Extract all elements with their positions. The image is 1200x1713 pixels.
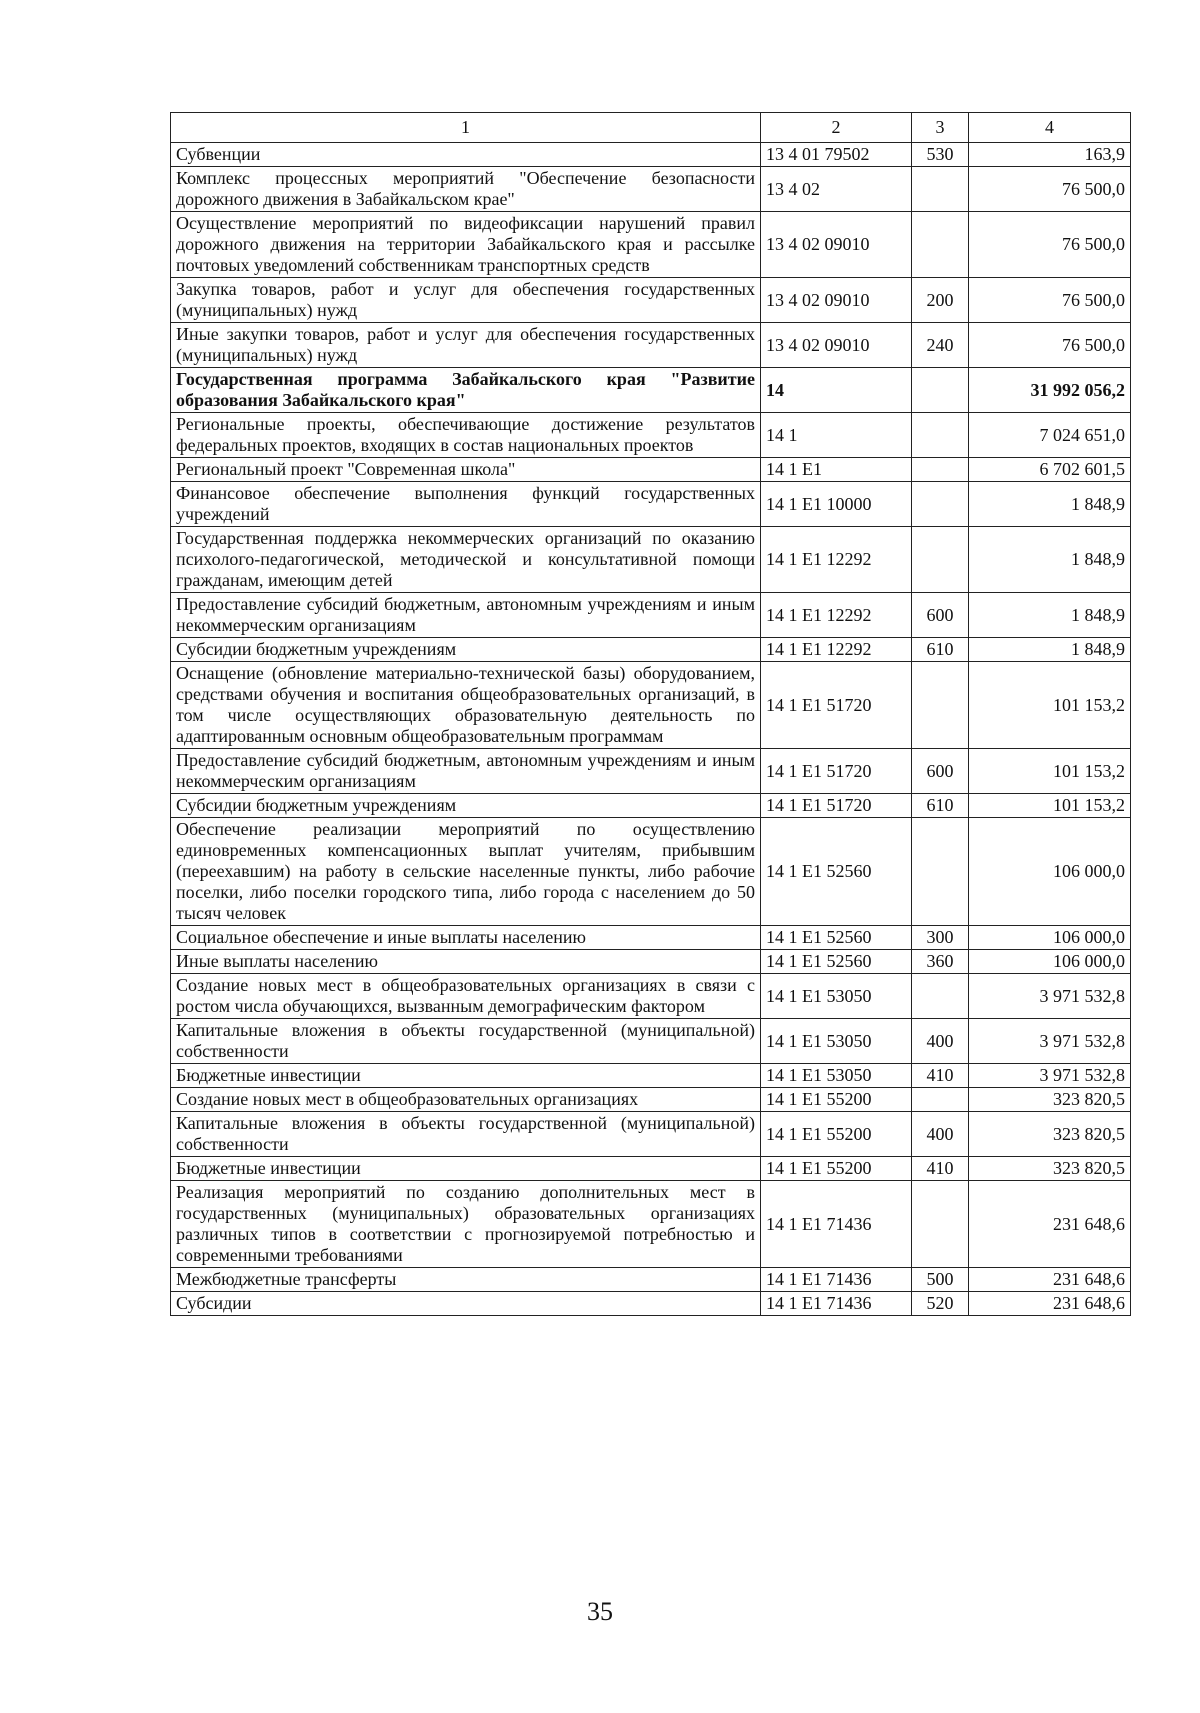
table-row [171, 593, 1131, 638]
table-row [171, 749, 1131, 794]
table-row [171, 368, 1131, 413]
row-amount: 231 648,6 [969, 1292, 1131, 1316]
row-amount: 231 648,6 [969, 1268, 1131, 1292]
table-row [171, 167, 1131, 212]
table-header-row [171, 113, 1131, 143]
table-row [171, 458, 1131, 482]
row-type: 300 [912, 926, 969, 950]
budget-table [170, 112, 1131, 1316]
table-row [171, 1181, 1131, 1268]
row-code: 14 1 E1 53050 [761, 1019, 912, 1064]
row-name: Региональный проект "Современная школа" [171, 458, 761, 482]
row-name: Иные выплаты населению [171, 950, 761, 974]
row-name: Субсидии [171, 1292, 761, 1316]
row-name: Субсидии бюджетным учреждениям [171, 638, 761, 662]
row-type: 600 [912, 593, 969, 638]
row-type: 520 [912, 1292, 969, 1316]
row-type [912, 662, 969, 749]
row-name: Финансовое обеспечение выполнения функций государственных учреждений [171, 482, 761, 527]
row-amount: 1 848,9 [969, 482, 1131, 527]
page-number: 35 [587, 1597, 613, 1626]
row-code: 14 1 E1 71436 [761, 1268, 912, 1292]
table-row [171, 1268, 1131, 1292]
row-code: 14 1 [761, 413, 912, 458]
row-type [912, 1181, 969, 1268]
row-amount: 1 848,9 [969, 527, 1131, 593]
row-name: Региональные проекты, обеспечивающие достижение результатов федеральных проектов, входящих в состав национальных проектов [171, 413, 761, 458]
row-name: Комплекс процессных мероприятий "Обеспечение безопасности дорожного движения в Забайкальском крае" [171, 167, 761, 212]
row-type: 200 [912, 278, 969, 323]
row-type [912, 167, 969, 212]
row-amount: 101 153,2 [969, 794, 1131, 818]
table-row [171, 1088, 1131, 1112]
row-type [912, 527, 969, 593]
table-row [171, 818, 1131, 926]
row-code: 14 1 E1 [761, 458, 912, 482]
row-code: 14 1 E1 51720 [761, 749, 912, 794]
column-header-1: 1 [171, 113, 761, 143]
row-amount: 76 500,0 [969, 323, 1131, 368]
row-name: Иные закупки товаров, работ и услуг для обеспечения государственных (муниципальных) нужд [171, 323, 761, 368]
row-type [912, 458, 969, 482]
row-amount: 76 500,0 [969, 167, 1131, 212]
row-amount: 101 153,2 [969, 662, 1131, 749]
row-code: 14 1 E1 12292 [761, 593, 912, 638]
table-row [171, 278, 1131, 323]
row-code: 14 1 E1 52560 [761, 926, 912, 950]
row-type [912, 818, 969, 926]
row-amount: 101 153,2 [969, 749, 1131, 794]
row-code: 14 1 E1 51720 [761, 794, 912, 818]
row-amount: 6 702 601,5 [969, 458, 1131, 482]
table-row [171, 1064, 1131, 1088]
table-body [171, 143, 1131, 1316]
table-row [171, 212, 1131, 278]
row-name: Осуществление мероприятий по видеофиксации нарушений правил дорожного движения на территории Забайкальского края и рассылке почтовых уведомлений собственникам транспортных средств [171, 212, 761, 278]
column-header-4: 4 [969, 113, 1131, 143]
row-code: 14 1 E1 55200 [761, 1112, 912, 1157]
row-type: 610 [912, 638, 969, 662]
row-name: Предоставление субсидий бюджетным, автономным учреждениям и иным некоммерческим организациям [171, 749, 761, 794]
row-amount: 7 024 651,0 [969, 413, 1131, 458]
row-type: 360 [912, 950, 969, 974]
row-type [912, 413, 969, 458]
row-amount: 106 000,0 [969, 950, 1131, 974]
row-code: 14 1 E1 52560 [761, 950, 912, 974]
row-code: 14 1 E1 55200 [761, 1157, 912, 1181]
row-name: Субвенции [171, 143, 761, 167]
row-code: 14 1 E1 53050 [761, 974, 912, 1019]
column-header-3: 3 [912, 113, 969, 143]
table-row [171, 482, 1131, 527]
row-type: 610 [912, 794, 969, 818]
table-row [171, 926, 1131, 950]
row-amount: 76 500,0 [969, 212, 1131, 278]
table-row [171, 1019, 1131, 1064]
row-amount: 106 000,0 [969, 926, 1131, 950]
row-type [912, 212, 969, 278]
row-name: Создание новых мест в общеобразовательных организациях [171, 1088, 761, 1112]
row-code: 14 1 E1 53050 [761, 1064, 912, 1088]
row-type [912, 368, 969, 413]
row-name: Реализация мероприятий по созданию дополнительных мест в государственных (муниципальных) образовательных организациях различных типов в соответствии с прогнозируемой потребностью и современными требованиями [171, 1181, 761, 1268]
row-code: 14 [761, 368, 912, 413]
row-amount: 3 971 532,8 [969, 1019, 1131, 1064]
row-type [912, 482, 969, 527]
row-name: Государственная поддержка некоммерческих организаций по оказанию психолого-педагогической, методической и консультативной помощи гражданам, имеющим детей [171, 527, 761, 593]
row-code: 14 1 E1 51720 [761, 662, 912, 749]
row-amount: 323 820,5 [969, 1157, 1131, 1181]
row-type: 410 [912, 1157, 969, 1181]
row-amount: 163,9 [969, 143, 1131, 167]
table-row [171, 1157, 1131, 1181]
row-amount: 76 500,0 [969, 278, 1131, 323]
table-row [171, 143, 1131, 167]
table-row [171, 323, 1131, 368]
row-name: Бюджетные инвестиции [171, 1064, 761, 1088]
row-amount: 31 992 056,2 [969, 368, 1131, 413]
row-amount: 106 000,0 [969, 818, 1131, 926]
table-row [171, 950, 1131, 974]
row-name: Капитальные вложения в объекты государственной (муниципальной) собственности [171, 1112, 761, 1157]
row-name: Государственная программа Забайкальского края "Развитие образования Забайкальского края" [171, 368, 761, 413]
row-name: Оснащение (обновление материально-технической базы) оборудованием, средствами обучения и воспитания общеобразовательных организаций, в том числе осуществляющих образовательную деятельность по адаптированным основным общеобразовательным программам [171, 662, 761, 749]
row-type: 500 [912, 1268, 969, 1292]
row-amount: 323 820,5 [969, 1112, 1131, 1157]
row-type [912, 974, 969, 1019]
table-row [171, 1112, 1131, 1157]
row-code: 13 4 02 09010 [761, 323, 912, 368]
row-amount: 3 971 532,8 [969, 1064, 1131, 1088]
row-code: 14 1 E1 55200 [761, 1088, 912, 1112]
row-code: 14 1 E1 71436 [761, 1292, 912, 1316]
row-code: 13 4 02 09010 [761, 212, 912, 278]
row-code: 13 4 02 09010 [761, 278, 912, 323]
row-amount: 3 971 532,8 [969, 974, 1131, 1019]
column-header-2: 2 [761, 113, 912, 143]
row-name: Социальное обеспечение и иные выплаты населению [171, 926, 761, 950]
row-type: 240 [912, 323, 969, 368]
table-row [171, 794, 1131, 818]
row-type [912, 1088, 969, 1112]
row-type: 410 [912, 1064, 969, 1088]
row-code: 14 1 E1 12292 [761, 638, 912, 662]
row-code: 13 4 01 79502 [761, 143, 912, 167]
row-name: Капитальные вложения в объекты государственной (муниципальной) собственности [171, 1019, 761, 1064]
table-row [171, 662, 1131, 749]
row-name: Субсидии бюджетным учреждениям [171, 794, 761, 818]
row-type: 600 [912, 749, 969, 794]
row-name: Обеспечение реализации мероприятий по осуществлению единовременных компенсационных выплат учителям, прибывшим (переехавшим) на работу в сельские населенные пункты, либо рабочие поселки, либо поселки городского типа, либо города с населением до 50 тысяч человек [171, 818, 761, 926]
row-name: Предоставление субсидий бюджетным, автономным учреждениям и иным некоммерческим организациям [171, 593, 761, 638]
row-amount: 323 820,5 [969, 1088, 1131, 1112]
row-name: Бюджетные инвестиции [171, 1157, 761, 1181]
row-type: 400 [912, 1019, 969, 1064]
table-row [171, 413, 1131, 458]
row-name: Межбюджетные трансферты [171, 1268, 761, 1292]
row-code: 14 1 E1 10000 [761, 482, 912, 527]
table-row [171, 974, 1131, 1019]
row-type: 530 [912, 143, 969, 167]
row-name: Создание новых мест в общеобразовательных организациях в связи с ростом числа обучающихся, вызванным демографическим фактором [171, 974, 761, 1019]
row-type: 400 [912, 1112, 969, 1157]
table-row [171, 638, 1131, 662]
row-amount: 231 648,6 [969, 1181, 1131, 1268]
row-code: 13 4 02 [761, 167, 912, 212]
row-code: 14 1 E1 52560 [761, 818, 912, 926]
table-row [171, 1292, 1131, 1316]
row-code: 14 1 E1 12292 [761, 527, 912, 593]
row-amount: 1 848,9 [969, 638, 1131, 662]
row-name: Закупка товаров, работ и услуг для обеспечения государственных (муниципальных) нужд [171, 278, 761, 323]
row-code: 14 1 E1 71436 [761, 1181, 912, 1268]
row-amount: 1 848,9 [969, 593, 1131, 638]
table-row [171, 527, 1131, 593]
